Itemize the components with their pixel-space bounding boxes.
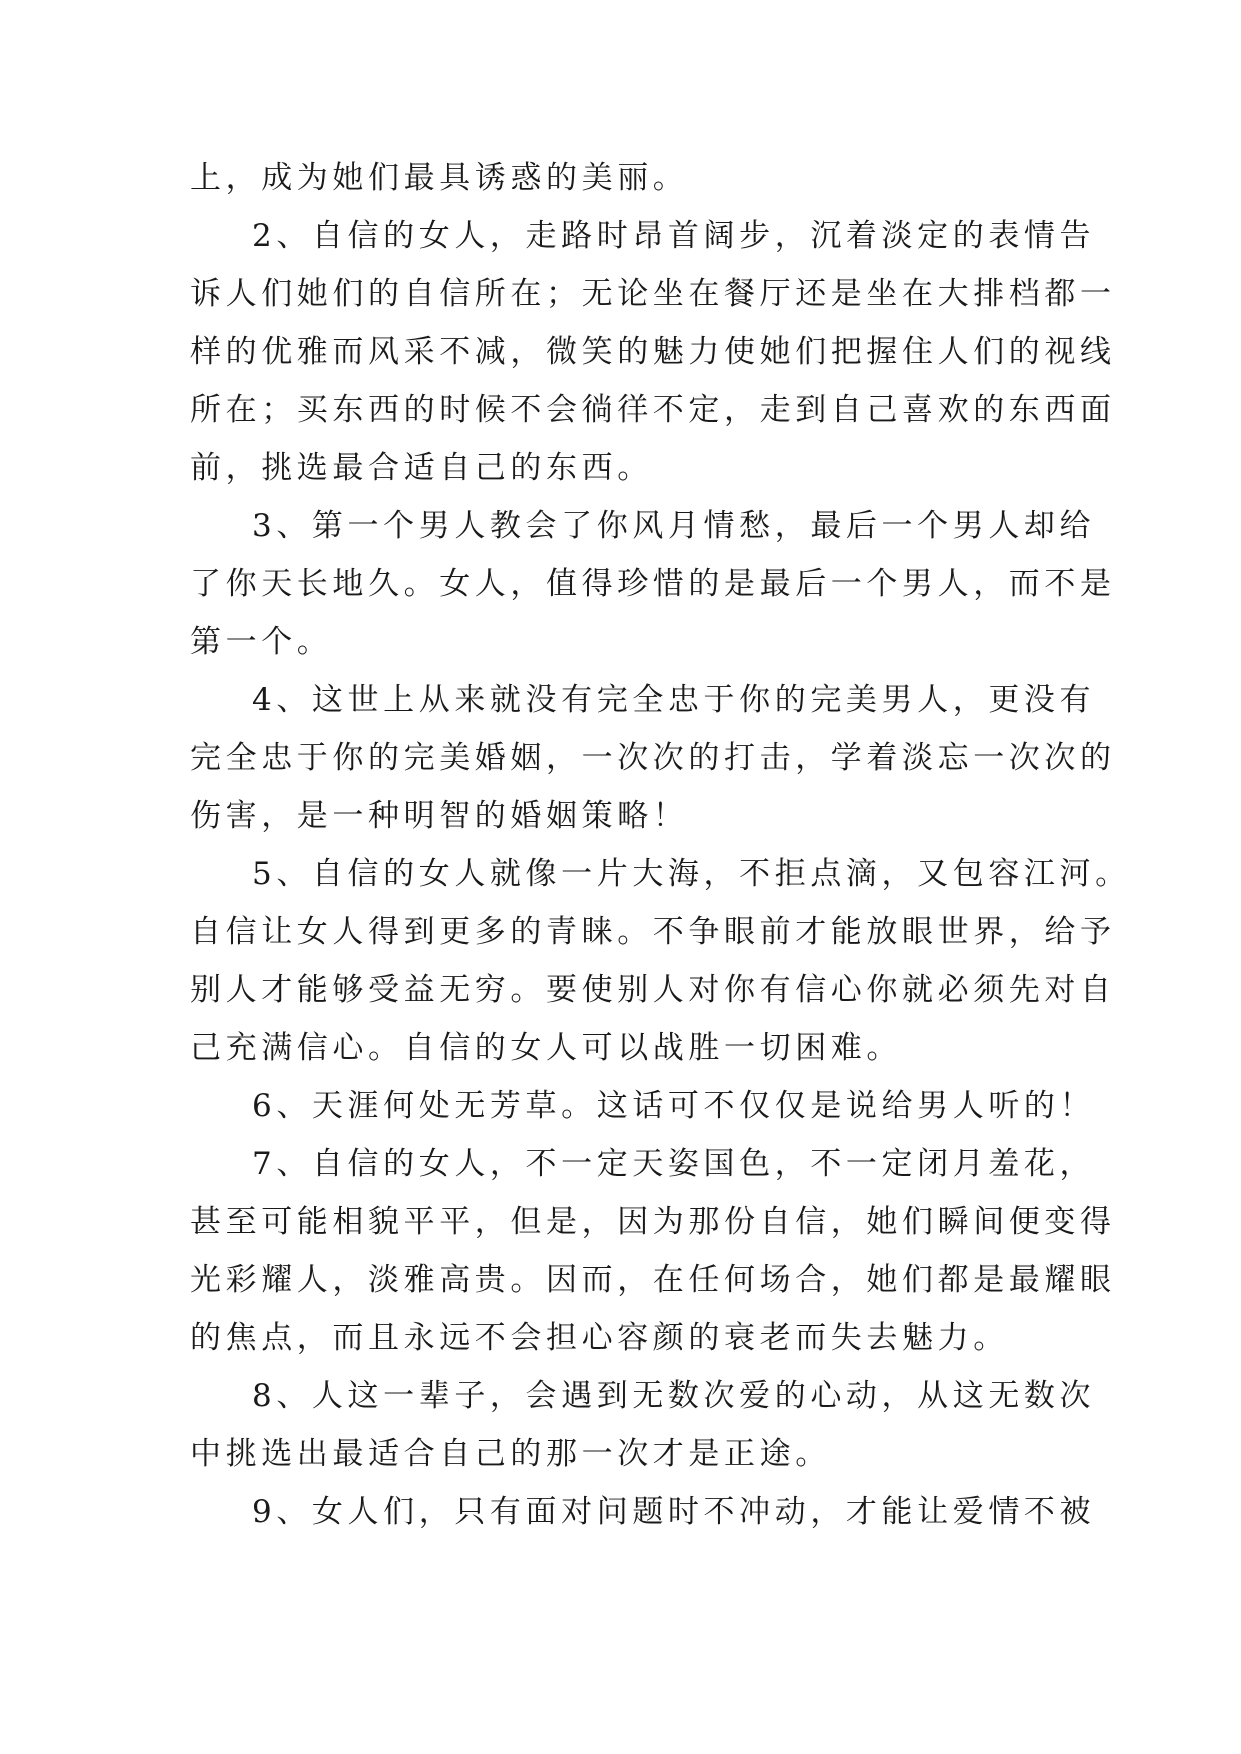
text-line: 上，成为她们最具诱惑的美丽。 bbox=[190, 160, 689, 196]
text-line: 了你天长地久。女人，值得珍惜的是最后一个男人，而不是 bbox=[190, 566, 1116, 602]
text-line-paragraph-4: 4、这世上从来就没有完全忠于你的完美男人，更没有 bbox=[252, 682, 1096, 718]
text-line: 光彩耀人，淡雅高贵。因而，在任何场合，她们都是最耀眼 bbox=[190, 1262, 1116, 1298]
text-line: 自信让女人得到更多的青睐。不争眼前才能放眼世界，给予 bbox=[190, 914, 1116, 950]
text-line: 甚至可能相貌平平，但是，因为那份自信，她们瞬间便变得 bbox=[190, 1204, 1116, 1240]
text-line: 己充满信心。自信的女人可以战胜一切困难。 bbox=[190, 1030, 902, 1066]
text-line-paragraph-6: 6、天涯何处无芳草。这话可不仅仅是说给男人听的！ bbox=[252, 1088, 1096, 1124]
text-line-paragraph-5: 5、自信的女人就像一片大海，不拒点滴，又包容江河。 bbox=[252, 856, 1131, 892]
text-line-paragraph-8: 8、人这一辈子，会遇到无数次爱的心动，从这无数次 bbox=[252, 1378, 1096, 1414]
text-line: 伤害，是一种明智的婚姻策略！ bbox=[190, 798, 689, 834]
text-line: 第一个。 bbox=[190, 624, 333, 660]
text-line: 前，挑选最合适自己的东西。 bbox=[190, 450, 653, 486]
text-line: 中挑选出最适合自己的那一次才是正途。 bbox=[190, 1436, 831, 1472]
text-line: 诉人们她们的自信所在；无论坐在餐厅还是坐在大排档都一 bbox=[190, 276, 1116, 312]
text-line: 所在；买东西的时候不会徜徉不定，走到自己喜欢的东西面 bbox=[190, 392, 1116, 428]
text-line-paragraph-3: 3、第一个男人教会了你风月情愁，最后一个男人却给 bbox=[252, 508, 1096, 544]
text-line: 的焦点，而且永远不会担心容颜的衰老而失去魅力。 bbox=[190, 1320, 1009, 1356]
text-line-paragraph-7: 7、自信的女人，不一定天姿国色，不一定闭月羞花， bbox=[252, 1146, 1096, 1182]
text-line-paragraph-2: 2、自信的女人，走路时昂首阔步，沉着淡定的表情告 bbox=[252, 218, 1096, 254]
text-line: 别人才能够受益无穷。要使别人对你有信心你就必须先对自 bbox=[190, 972, 1116, 1008]
text-line-paragraph-9: 9、女人们，只有面对问题时不冲动，才能让爱情不被 bbox=[252, 1494, 1096, 1530]
text-line: 样的优雅而风采不减，微笑的魅力使她们把握住人们的视线 bbox=[190, 334, 1116, 370]
text-line: 完全忠于你的完美婚姻，一次次的打击，学着淡忘一次次的 bbox=[190, 740, 1116, 776]
